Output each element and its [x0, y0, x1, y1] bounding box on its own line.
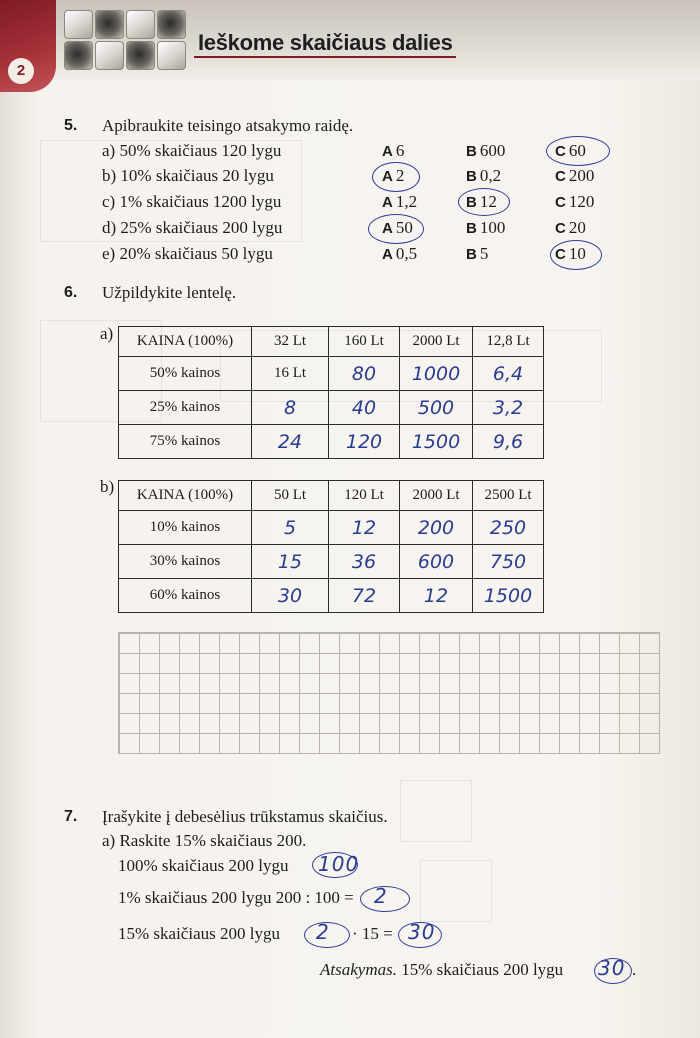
table-cell[interactable]: 1500 — [473, 579, 544, 613]
table-cell[interactable]: 30 — [252, 579, 329, 613]
table-cell[interactable]: 3,2 — [473, 391, 544, 425]
option-b[interactable]: B 0,2 — [466, 166, 502, 185]
table-cell[interactable]: 5 — [252, 511, 329, 545]
task5-question: a) 50% skaičiaus 120 lygu — [102, 141, 282, 160]
task5-question: e) 20% skaičiaus 50 lygu — [102, 244, 273, 263]
option-b[interactable]: B 12 — [466, 192, 497, 211]
answer-text: 15% skaičiaus 200 lygu — [401, 960, 564, 979]
cloud-answer-2[interactable]: 2 — [374, 884, 388, 908]
table-header-cell: 32 Lt — [252, 327, 329, 357]
table-header-cell: KAINA (100%) — [119, 327, 252, 357]
table-cell[interactable]: 1000 — [400, 357, 473, 391]
table-cell[interactable]: 9,6 — [473, 425, 544, 459]
option-a[interactable]: A 50 — [382, 218, 413, 237]
table-row — [119, 327, 544, 357]
table-header-cell: 120 Lt — [329, 481, 400, 511]
cloud-shape — [312, 852, 358, 878]
title-underline — [194, 56, 456, 58]
squared-grid[interactable] — [118, 632, 660, 754]
table-header-cell: 50 Lt — [252, 481, 329, 511]
task6-instruction: Užpildykite lentelę. — [102, 283, 237, 302]
table-header-cell: KAINA (100%) — [119, 481, 252, 511]
table-cell[interactable]: 200 — [400, 511, 473, 545]
table-cell[interactable]: 16 Lt — [252, 357, 329, 391]
cloud-shape — [360, 886, 410, 912]
option-b[interactable]: B 600 — [466, 141, 506, 160]
task7-subtask: a) Raskite 15% skaičiaus 200. — [102, 831, 307, 850]
option-b[interactable]: B 5 — [466, 244, 489, 263]
table-cell[interactable]: 12 — [329, 511, 400, 545]
task5-question: d) 25% skaičiaus 200 lygu — [102, 218, 283, 237]
table-a — [118, 326, 544, 459]
tile — [126, 41, 155, 70]
task7-line2: 1% skaičiaus 200 lygu 200 : 100 = — [118, 888, 354, 907]
task7-answer-row — [320, 960, 563, 980]
task6-number: 6. — [64, 284, 78, 301]
task7-number: 7. — [64, 808, 78, 825]
table-row — [119, 545, 544, 579]
answer-circle — [372, 162, 420, 192]
table-cell[interactable]: 600 — [400, 545, 473, 579]
table-cell[interactable]: 72 — [329, 579, 400, 613]
cloud-shape — [594, 958, 632, 984]
task7-instruction: Įrašykite į debesėlius trūkstamus skaičius. — [102, 807, 388, 826]
table-row — [119, 511, 544, 545]
option-a[interactable]: A 6 — [382, 141, 405, 160]
task5-question: b) 10% skaičiaus 20 lygu — [102, 166, 274, 185]
table-b — [118, 480, 544, 613]
table-row — [119, 579, 544, 613]
tile — [126, 10, 155, 39]
tile — [95, 10, 124, 39]
table-header-cell: 2000 Lt — [400, 327, 473, 357]
task7-line3-mid: · 15 = — [352, 924, 393, 943]
table-cell[interactable]: 1500 — [400, 425, 473, 459]
table-header-cell: 2000 Lt — [400, 481, 473, 511]
header-illustration — [64, 10, 192, 72]
table-cell[interactable]: 24 — [252, 425, 329, 459]
table-cell[interactable]: 120 — [329, 425, 400, 459]
row-label: 10% kainos — [119, 511, 252, 545]
table-row — [119, 357, 544, 391]
row-label: 25% kainos — [119, 391, 252, 425]
tile — [157, 41, 186, 70]
task7-line1: 100% skaičiaus 200 lygu — [118, 856, 289, 875]
ghost-grid — [420, 860, 492, 922]
cloud-answer-3[interactable]: 2 — [316, 920, 330, 944]
table-b-label: b) — [100, 477, 115, 496]
task7-line3: 15% skaičiaus 200 lygu — [118, 924, 280, 943]
table-header-cell: 2500 Lt — [473, 481, 544, 511]
table-row — [119, 425, 544, 459]
row-label: 75% kainos — [119, 425, 252, 459]
table-row — [119, 481, 544, 511]
table-cell[interactable]: 40 — [329, 391, 400, 425]
table-a-label: a) — [100, 324, 114, 343]
row-label: 30% kainos — [119, 545, 252, 579]
option-c[interactable]: C 120 — [555, 192, 595, 211]
table-cell[interactable]: 750 — [473, 545, 544, 579]
ghost-grid — [400, 780, 472, 842]
task5-number: 5. — [64, 117, 78, 134]
table-cell[interactable]: 8 — [252, 391, 329, 425]
table-cell[interactable]: 36 — [329, 545, 400, 579]
cloud-answer-1[interactable]: 100 — [318, 852, 360, 876]
answer-circle — [546, 136, 610, 166]
option-b[interactable]: B 100 — [466, 218, 506, 237]
answer-circle — [550, 240, 602, 270]
cloud-answer-4[interactable]: 30 — [408, 920, 436, 944]
answer-circle — [368, 214, 424, 244]
answer-circle — [458, 188, 510, 216]
tile — [157, 10, 186, 39]
answer-label: Atsakymas. — [320, 960, 397, 979]
table-cell[interactable]: 500 — [400, 391, 473, 425]
option-c[interactable]: C 10 — [555, 244, 586, 263]
option-c[interactable]: C 200 — [555, 166, 595, 185]
page-number: 2 — [8, 58, 34, 84]
table-cell[interactable]: 250 — [473, 511, 544, 545]
table-cell[interactable]: 80 — [329, 357, 400, 391]
tile — [64, 41, 93, 70]
cloud-shape — [304, 922, 350, 948]
tile — [64, 10, 93, 39]
table-cell[interactable]: 6,4 — [473, 357, 544, 391]
cloud-answer-final[interactable]: 30 — [598, 956, 626, 980]
table-cell[interactable]: 15 — [252, 545, 329, 579]
option-c[interactable]: C 60 — [555, 141, 586, 160]
option-a[interactable]: A 1,2 — [382, 192, 418, 211]
table-header-cell: 160 Lt — [329, 327, 400, 357]
option-a[interactable]: A 0,5 — [382, 244, 418, 263]
cloud-shape — [398, 922, 442, 948]
table-header-cell: 12,8 Lt — [473, 327, 544, 357]
tile — [95, 41, 124, 70]
row-label: 50% kainos — [119, 357, 252, 391]
row-label: 60% kainos — [119, 579, 252, 613]
table-row — [119, 391, 544, 425]
table-cell[interactable]: 12 — [400, 579, 473, 613]
task5-question: c) 1% skaičiaus 1200 lygu — [102, 192, 282, 211]
option-c[interactable]: C 20 — [555, 218, 586, 237]
option-a[interactable]: A 2 — [382, 166, 405, 185]
task5-instruction: Apibraukite teisingo atsakymo raidę. — [102, 116, 354, 135]
answer-period: . — [632, 960, 637, 979]
page-title: Ieškome skaičiaus dalies — [198, 30, 453, 55]
